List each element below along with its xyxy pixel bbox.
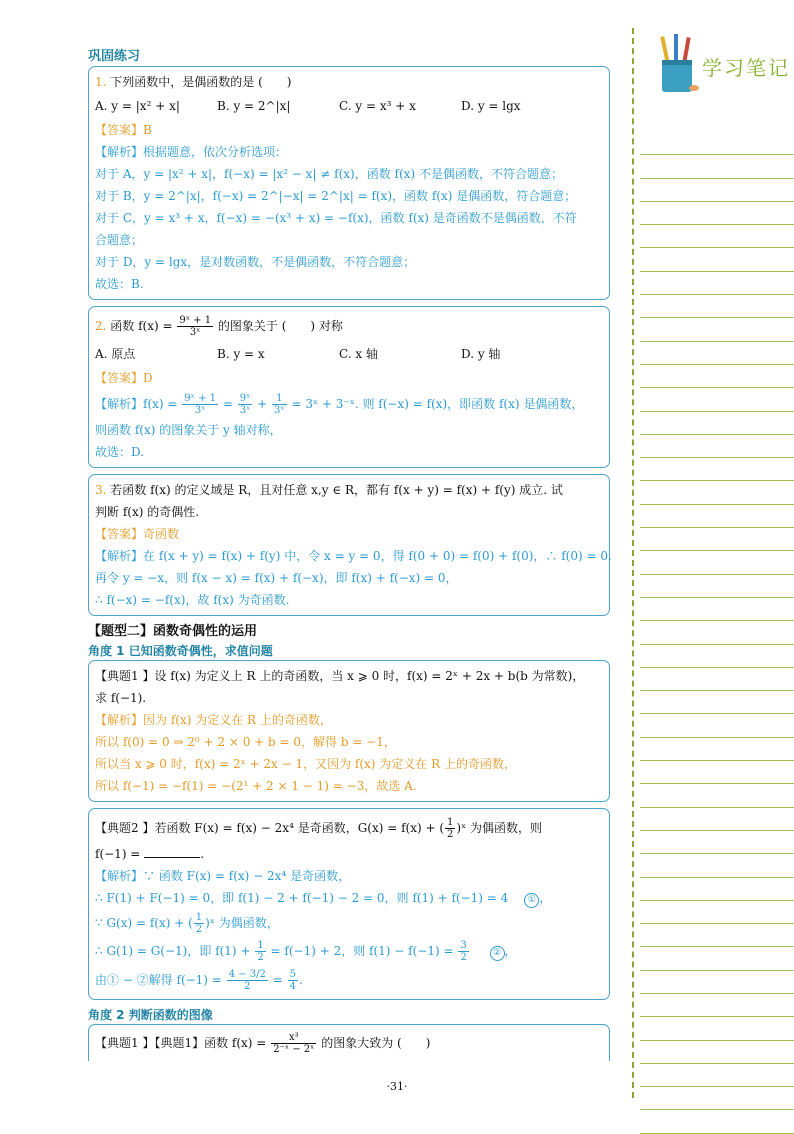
- note-rule: [640, 458, 794, 481]
- note-rule: [640, 668, 794, 691]
- analysis-line: 对于 A，y = |x² + x|，f(−x) = |x² − x| ≠ f(x)，函数 f(x) 不是偶函数，不符合题意；: [95, 167, 563, 181]
- analysis-line: 对于 D，y = lgx，是对数函数，不是偶函数，不符合题意；: [95, 255, 416, 269]
- note-rule: [640, 761, 794, 784]
- note-rule: [640, 272, 794, 295]
- example-3-box: [88, 1024, 610, 1061]
- question-3-box: [88, 474, 610, 616]
- example-3-stem: 【典题1 】【典题1】函数 f(x) = $\frac{\text{x³}}{\text{2⁻ˣ − 2ˣ}}$ 的图象大致为 ( ): [95, 1032, 431, 1055]
- note-rule: [640, 342, 794, 365]
- analysis-line: 【解析】f(x) = $\frac{\text{9ˣ + 1}}{\text{3ˣ}}$ = $\frac{\text{9ˣ}}{\text{3ˣ}}$ + $\frac{1}{\text{3ˣ}}$ = 3ˣ + 3⁻ˣ. 则 f(−x) = f(x)，即函数 f(x) 是偶函数，: [95, 393, 584, 416]
- note-rule: [640, 1041, 794, 1064]
- note-rule: [640, 738, 794, 761]
- note-rule: [640, 1110, 794, 1133]
- analysis-line: 所以当 x ⩾ 0 时，f(x) = 2ˣ + 2x − 1，又因为 f(x) 为定义在 R 上的奇函数，: [95, 757, 516, 771]
- question-1-box: [88, 66, 610, 300]
- option-a: A. 原点: [95, 347, 136, 361]
- note-rule: [640, 691, 794, 714]
- analysis-line: 由① − ②解得 f(−1) = $\frac{4 - 3/2}{2}$ = $\frac{5}{4}$ .: [95, 969, 303, 992]
- note-rule: [640, 598, 794, 621]
- note-rule: [640, 155, 794, 178]
- note-rule: [640, 575, 794, 598]
- example-2-stem: f(−1) = .: [95, 847, 205, 861]
- analysis-line: ∴ F(1) + F(−1) = 0，即 f(1) − 2 + f(−1) − 2 = 0，则 f(1) + f(−1) = 4 ① ，: [95, 887, 603, 909]
- question-2-box: [88, 306, 610, 468]
- circled-number: ①: [524, 893, 539, 908]
- example-1-box: [88, 660, 610, 802]
- answer-blank[interactable]: [144, 845, 200, 858]
- note-rule: [640, 528, 794, 551]
- note-rule: [640, 924, 794, 947]
- note-rule: [640, 412, 794, 435]
- analysis-line: 再令 y = −x，则 f(x − x) = f(x) + f(−x)，即 f(x) + f(−x) = 0，: [95, 571, 458, 585]
- analysis-line: 【解析】因为 f(x) 为定义在 R 上的奇函数，: [95, 713, 332, 727]
- option-a: A. y = |x² + x|: [95, 99, 180, 113]
- analysis-line: ∵ G(x) = f(x) + ( $\frac{1}{2}$ )ˣ 为偶函数，: [95, 912, 279, 935]
- notes-sidebar: [632, 28, 794, 1098]
- analysis-line: ∴ G(1) = G(−1)，即 f(1) + $\frac{1}{2}$ = f(−1) + 2，则 f(1) − f(−1) = $\frac{3}{2}$ ② ，: [95, 940, 517, 963]
- option-d: D. y 轴: [461, 347, 501, 361]
- note-rule: [640, 505, 794, 528]
- note-lines: [640, 132, 794, 1134]
- question-number: 1.: [95, 75, 107, 89]
- analysis-line: ∴ f(−x) = −f(x)，故 f(x) 为奇函数.: [95, 593, 290, 607]
- note-rule: [640, 854, 794, 877]
- note-rule: [640, 318, 794, 341]
- note-rule: [640, 901, 794, 924]
- note-rule: [640, 808, 794, 831]
- section-title: 巩固练习: [88, 49, 141, 64]
- option-c: C. y = x³ + x: [339, 99, 416, 113]
- example-1-stem: 【典题1 】设 f(x) 为定义上 R 上的奇函数，当 x ⩾ 0 时，f(x) = 2ˣ + 2x + b(b 为常数)，: [95, 669, 585, 683]
- note-rule: [640, 831, 794, 854]
- answer-line: 【答案】奇函数: [95, 527, 180, 541]
- note-rule: [640, 388, 794, 411]
- answer-line: 【答案】D: [95, 371, 153, 385]
- note-rule: [640, 179, 794, 202]
- example-2-box: [88, 808, 610, 1000]
- example-1-stem: 求 f(−1).: [95, 691, 147, 705]
- analysis-line: 【解析】根据题意，依次分析选项：: [95, 145, 288, 159]
- analysis-line: 故选：D.: [95, 445, 145, 459]
- analysis-line: 所以 f(0) = 0 ⇒ 2⁰ + 2 × 0 + b = 0，解得 b = −1，: [95, 735, 396, 749]
- notes-title: 学习笔记: [702, 56, 790, 80]
- note-rule: [640, 878, 794, 901]
- analysis-line: 合题意；: [95, 233, 144, 247]
- angle-heading: 角度 1 已知函数奇偶性，求值问题: [88, 644, 273, 658]
- pencil-cup-icon: [656, 34, 700, 94]
- main-content: [88, 48, 610, 1067]
- analysis-line: 对于 B，y = 2^|x|，f(−x) = 2^|−x| = 2^|x| = f(x)，函数 f(x) 是偶函数，符合题意；: [95, 189, 577, 203]
- fraction: $\frac{\text{9ˣ + 1}}{\text{3ˣ}}$: [179, 315, 212, 338]
- analysis-line: 则函数 f(x) 的图象关于 y 轴对称，: [95, 423, 282, 437]
- example-2-stem: 【典题2 】若函数 F(x) = f(x) − 2x⁴ 是奇函数，G(x) = f(x) + ( $\frac{1}{2}$ )ˣ 为偶函数，则: [95, 817, 542, 840]
- question-1-options: [95, 93, 603, 119]
- question-3-stem: 判断 f(x) 的奇偶性.: [95, 505, 200, 519]
- note-rule: [640, 295, 794, 318]
- note-rule: [640, 994, 794, 1017]
- option-c: C. x 轴: [339, 347, 378, 361]
- dashed-divider: [632, 28, 634, 1098]
- analysis-line: 故选：B.: [95, 277, 144, 291]
- question-3-stem: 3. 若函数 f(x) 的定义域是 R，且对任意 x,y ∈ R，都有 f(x + y) = f(x) + f(y) 成立. 试: [95, 483, 563, 497]
- note-rule: [640, 784, 794, 807]
- topic-heading: 【题型二】函数奇偶性的运用: [88, 624, 258, 639]
- note-rule: [640, 248, 794, 271]
- note-rule: [640, 1017, 794, 1040]
- option-b: B. y = 2^|x|: [217, 99, 291, 113]
- analysis-line: 【解析】∵ 函数 F(x) = f(x) − 2x⁴ 是奇函数，: [95, 869, 351, 883]
- note-rule: [640, 714, 794, 737]
- page-number: ·31·: [386, 1080, 408, 1093]
- note-rule: [640, 365, 794, 388]
- note-rule: [640, 551, 794, 574]
- note-rule: [640, 481, 794, 504]
- option-b: B. y = x: [217, 347, 265, 361]
- question-1-stem: 1. 下列函数中，是偶函数的是 ( ): [95, 75, 292, 89]
- circled-number: ②: [490, 946, 505, 961]
- note-rule: [640, 971, 794, 994]
- note-rule: [640, 202, 794, 225]
- note-rule: [640, 132, 794, 155]
- question-2-options: [95, 341, 603, 367]
- note-rule: [640, 645, 794, 668]
- note-rule: [640, 435, 794, 458]
- answer-line: 【答案】B: [95, 123, 152, 137]
- analysis-line: 所以 f(−1) = −f(1) = −(2¹ + 2 × 1 − 1) = −3，故选 A.: [95, 779, 417, 793]
- question-2-stem: 2. 函数 f(x) = $\frac{\text{9ˣ + 1}}{\text{3ˣ}}$ 的图象关于 ( ) 对称: [95, 315, 343, 338]
- note-rule: [640, 621, 794, 644]
- note-rule: [640, 225, 794, 248]
- angle-heading: 角度 2 判断函数的图像: [88, 1008, 213, 1022]
- note-rule: [640, 947, 794, 970]
- option-d: D. y = lgx: [461, 99, 521, 113]
- analysis-line: 对于 C，y = x³ + x，f(−x) = −(x³ + x) = −f(x)，函数 f(x) 是奇函数不是偶函数，不符: [95, 211, 577, 225]
- analysis-line: 【解析】在 f(x + y) = f(x) + f(y) 中，令 x = y = 0，得 f(0 + 0) = f(0) + f(0)，∴ f(0) = 0.: [95, 549, 612, 563]
